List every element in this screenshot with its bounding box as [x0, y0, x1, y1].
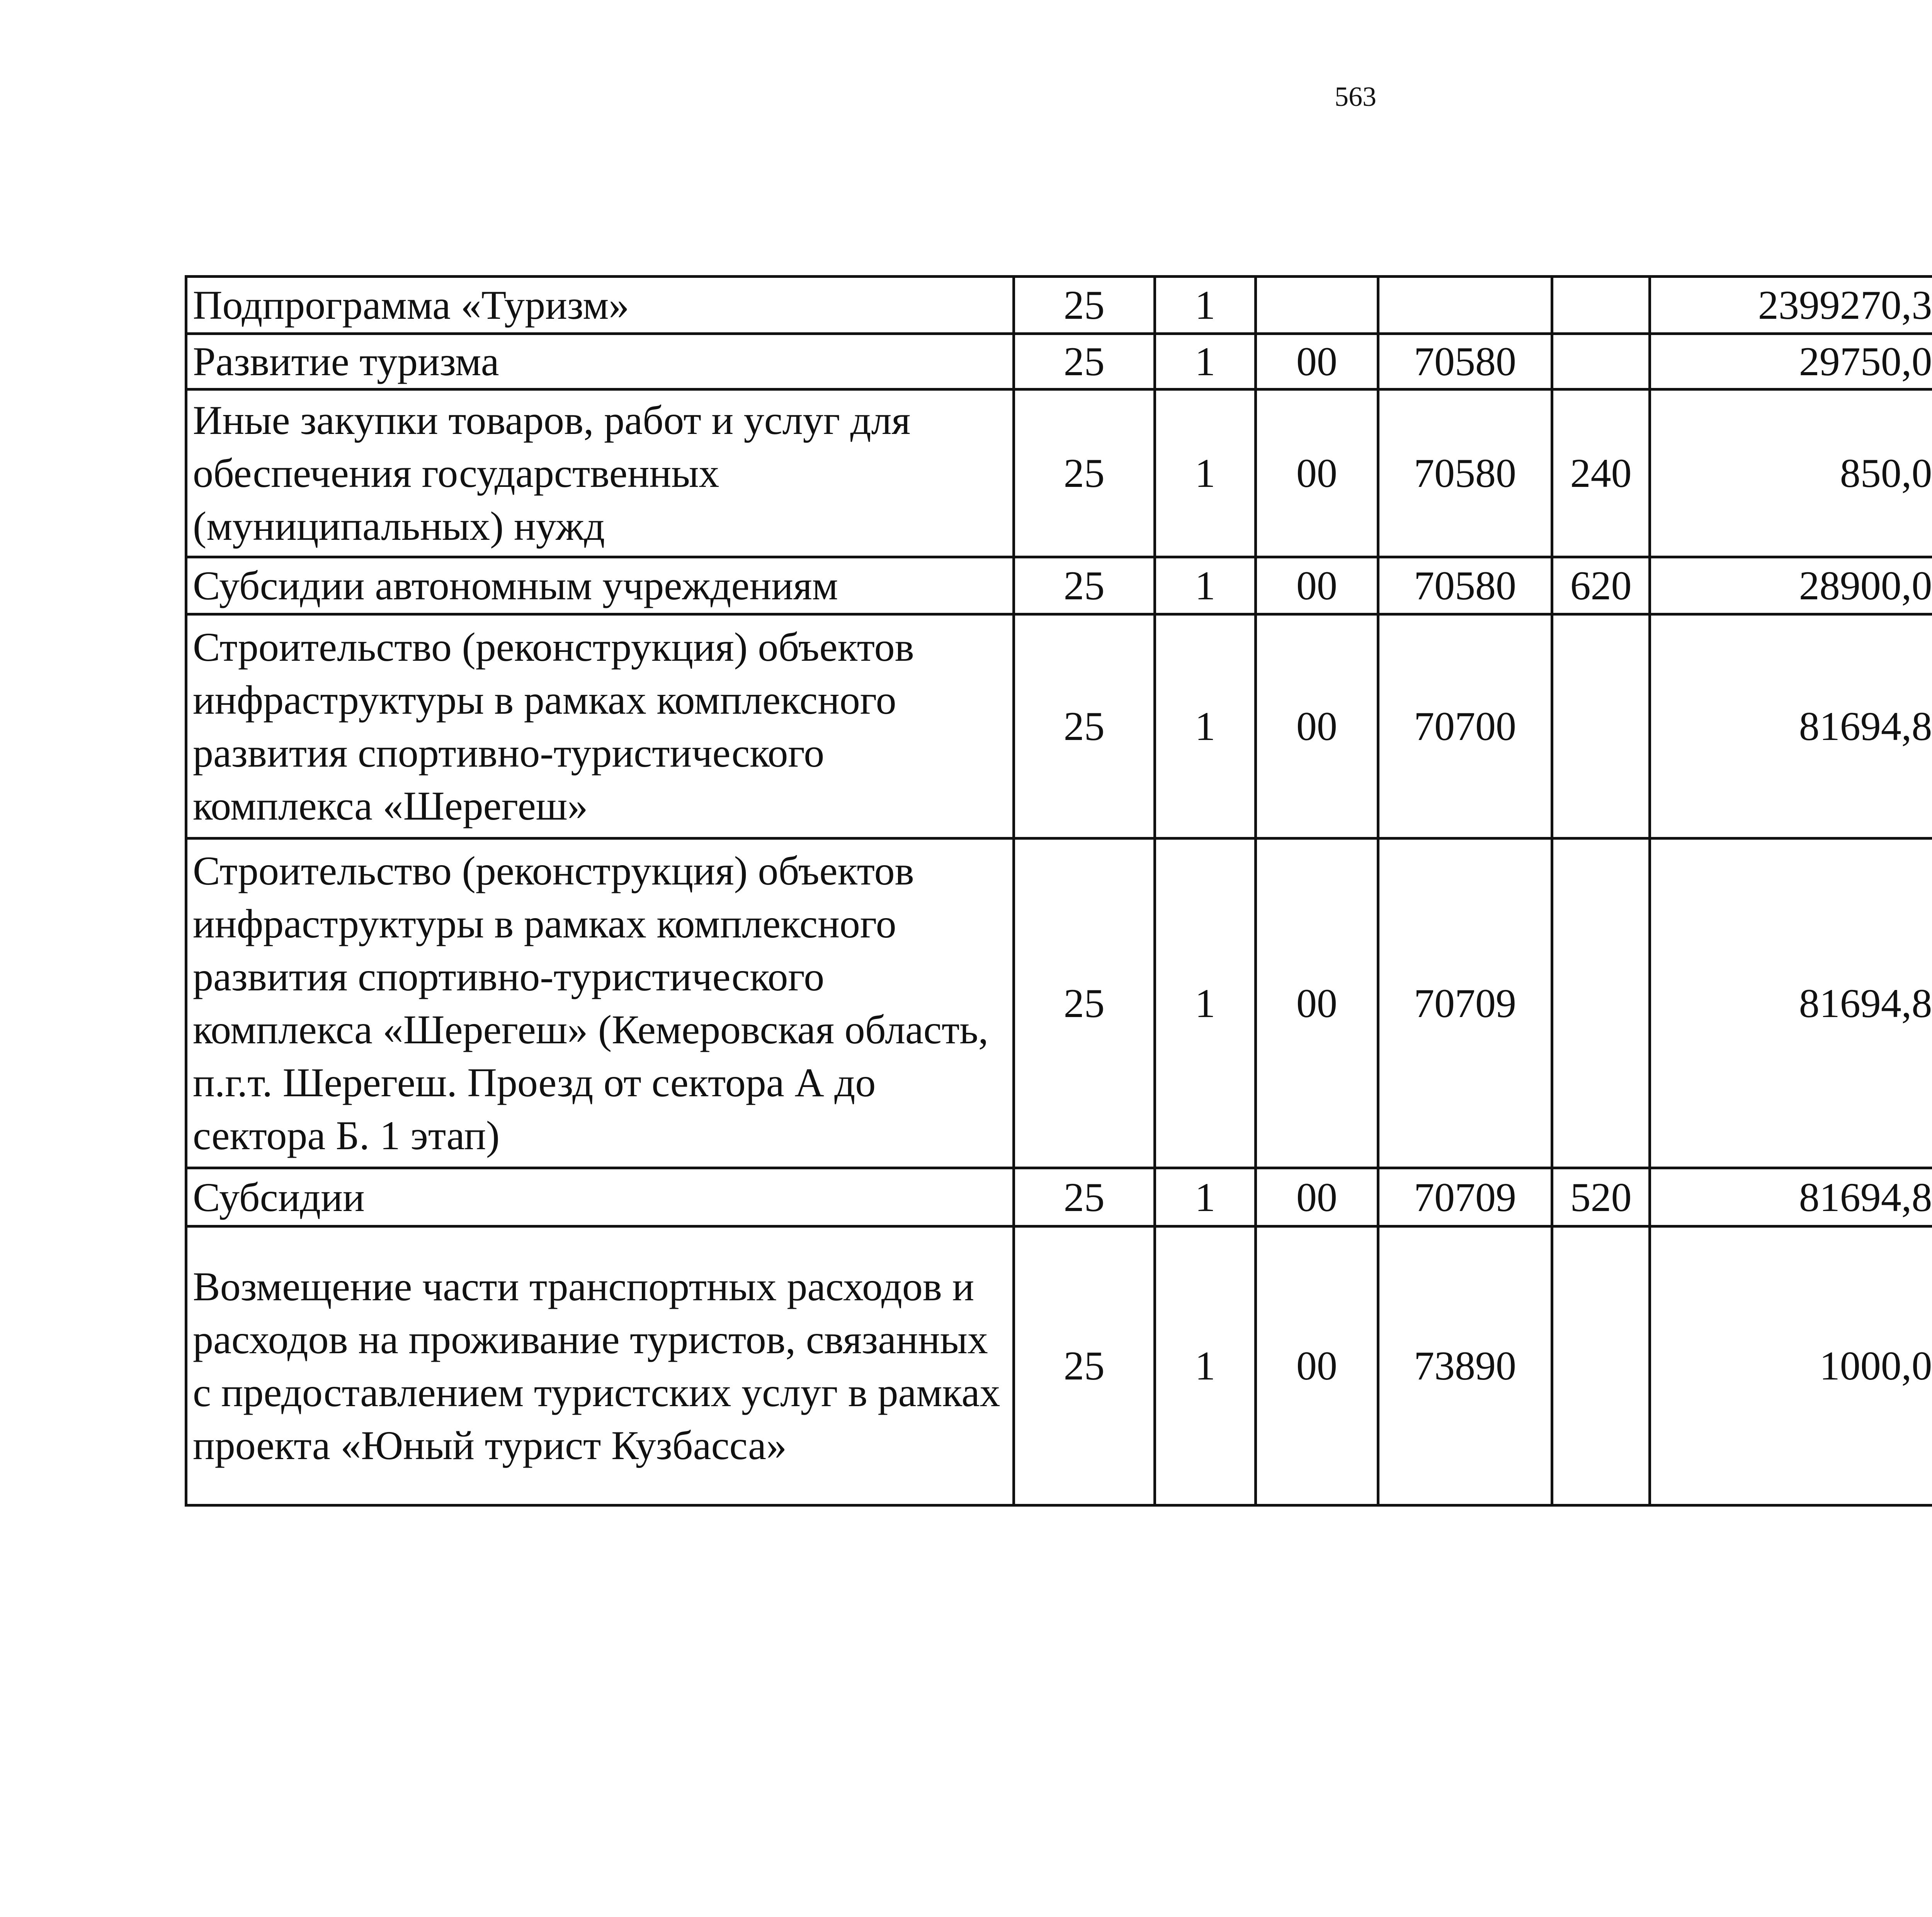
table-row	[186, 614, 1932, 839]
code-cell-5	[1552, 614, 1650, 839]
code-cell-4: 70580	[1378, 334, 1552, 390]
code-cell-1: 25	[1014, 390, 1155, 557]
code-cell-4: 70580	[1378, 557, 1552, 614]
code-cell-5	[1552, 334, 1650, 390]
table-row	[186, 390, 1932, 557]
code-cell-5: 240	[1552, 390, 1650, 557]
code-cell-5: 520	[1552, 1168, 1650, 1226]
code-cell-2: 1	[1155, 1226, 1255, 1505]
amount-cell-1: 28900,0	[1650, 557, 1932, 614]
item-name-cell: Субсидии	[186, 1168, 1014, 1226]
item-name-cell: Строительство (реконструкция) объектов инфраструктуры в рамках комплексного развития спортивно-туристического комплекса «Шерегеш» (Кемеровская область, п.г.т. Шерегеш. Проезд от сектора А до сектора Б. 1 этап)	[186, 839, 1014, 1168]
item-name-cell: Развитие туризма	[186, 334, 1014, 390]
code-cell-1: 25	[1014, 557, 1155, 614]
table-row	[186, 557, 1932, 614]
table-row	[186, 1226, 1932, 1505]
code-cell-4: 70580	[1378, 390, 1552, 557]
item-name-cell: Подпрограмма «Туризм»	[186, 277, 1014, 334]
code-cell-2: 1	[1155, 839, 1255, 1168]
code-cell-1: 25	[1014, 277, 1155, 334]
code-cell-5: 620	[1552, 557, 1650, 614]
code-cell-2: 1	[1155, 390, 1255, 557]
code-cell-5	[1552, 839, 1650, 1168]
amount-cell-1: 81694,8	[1650, 1168, 1932, 1226]
amount-cell-1: 81694,8	[1650, 839, 1932, 1168]
code-cell-4	[1378, 277, 1552, 334]
code-cell-1: 25	[1014, 1226, 1155, 1505]
code-cell-4: 70709	[1378, 1168, 1552, 1226]
code-cell-1: 25	[1014, 614, 1155, 839]
item-name-cell: Иные закупки товаров, работ и услуг для обеспечения государственных (муниципальных) нужд	[186, 390, 1014, 557]
code-cell-4: 70709	[1378, 839, 1552, 1168]
code-cell-4: 70700	[1378, 614, 1552, 839]
budget-table	[185, 275, 1932, 1507]
code-cell-1: 25	[1014, 839, 1155, 1168]
code-cell-3: 00	[1256, 390, 1378, 557]
code-cell-5	[1552, 1226, 1650, 1505]
code-cell-2: 1	[1155, 1168, 1255, 1226]
code-cell-4: 73890	[1378, 1226, 1552, 1505]
code-cell-1: 25	[1014, 334, 1155, 390]
item-name-cell: Субсидии автономным учреждениям	[186, 557, 1014, 614]
code-cell-2: 1	[1155, 614, 1255, 839]
code-cell-3: 00	[1256, 839, 1378, 1168]
code-cell-3: 00	[1256, 334, 1378, 390]
code-cell-2: 1	[1155, 557, 1255, 614]
item-name-cell: Возмещение части транспортных расходов и расходов на проживание туристов, связанных с предоставлением туристских услуг в рамках проекта «Юный турист Кузбасса»	[186, 1226, 1014, 1505]
code-cell-3: 00	[1256, 1226, 1378, 1505]
code-cell-3	[1256, 277, 1378, 334]
table-row	[186, 839, 1932, 1168]
code-cell-3: 00	[1256, 557, 1378, 614]
code-cell-5	[1552, 277, 1650, 334]
amount-cell-1: 2399270,3	[1650, 277, 1932, 334]
table-row	[186, 277, 1932, 334]
code-cell-3: 00	[1256, 1168, 1378, 1226]
code-cell-3: 00	[1256, 614, 1378, 839]
amount-cell-1: 1000,0	[1650, 1226, 1932, 1505]
code-cell-2: 1	[1155, 277, 1255, 334]
table-row	[186, 1168, 1932, 1226]
amount-cell-1: 29750,0	[1650, 334, 1932, 390]
code-cell-2: 1	[1155, 334, 1255, 390]
page-number: 563	[1335, 81, 1376, 112]
amount-cell-1: 81694,8	[1650, 614, 1932, 839]
table-row	[186, 334, 1932, 390]
code-cell-1: 25	[1014, 1168, 1155, 1226]
item-name-cell: Строительство (реконструкция) объектов инфраструктуры в рамках комплексного развития спортивно-туристического комплекса «Шерегеш»	[186, 614, 1014, 839]
amount-cell-1: 850,0	[1650, 390, 1932, 557]
